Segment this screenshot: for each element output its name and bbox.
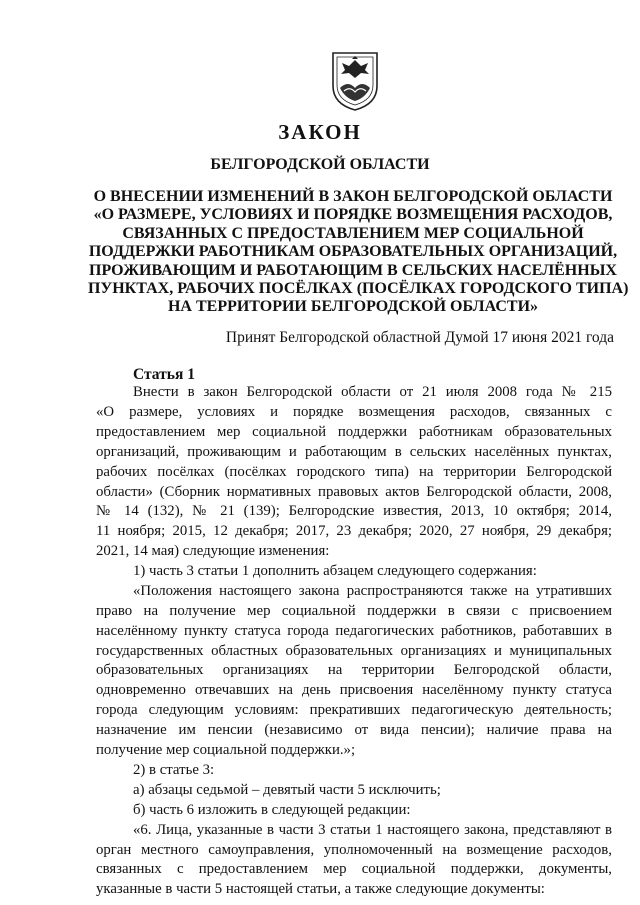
body-line: а) абзацы седьмой – девятый части 5 исключить; xyxy=(133,782,441,798)
body-line: рабочих посёлках (посёлках городского типа) на территории Белгородской xyxy=(96,464,612,480)
body-line: населённому пункту статуса города педагогических работников, работавших в xyxy=(96,623,612,639)
body-line: б) часть 6 изложить в следующей редакции: xyxy=(133,802,411,818)
body-line: «Положения настоящего закона распространяются также на утративших xyxy=(133,583,612,599)
body-line: право на получение мер социальной поддержки в связи с присвоением xyxy=(96,603,612,619)
body-line: образовательных организациях на территории Белгородской области, xyxy=(96,662,612,678)
law-heading xyxy=(88,188,629,317)
coat-of-arms-emblem xyxy=(330,50,380,112)
body-line: 11 ноября; 2015, 12 декабря; 2017, 23 декабря; 2020, 27 ноября, 29 декабря; xyxy=(96,523,612,539)
heading-line: ПУНКТАХ, РАБОЧИХ ПОСЁЛКАХ (ПОСЁЛКАХ ГОРОДСКОГО ТИПА) xyxy=(88,280,629,298)
body-line: организаций, проживающим и работающим в сельских населённых пунктах, xyxy=(96,444,612,460)
heading-line: НА ТЕРРИТОРИИ БЕЛГОРОДСКОЙ ОБЛАСТИ» xyxy=(167,298,539,316)
body-line: города следующим условиям: прекративших педагогическую деятельность; xyxy=(96,702,612,718)
body-line: 2) в статье 3: xyxy=(133,762,215,778)
article-title: Статья 1 xyxy=(133,366,195,383)
body-line: № 14 (132), № 21 (139); Белгородские известия, 2013, 10 октября; 2014, xyxy=(96,503,612,519)
body-line: «О размере, условиях и порядке возмещения расходов, связанных с xyxy=(96,404,612,420)
body-line: орган местного самоуправления, уполномоченный на возмещение расходов, xyxy=(96,842,612,858)
body-line: 2021, 14 мая) следующие изменения: xyxy=(96,543,330,559)
body-line: одновременно отвечавших на день присвоения населённому пункту статуса xyxy=(96,682,612,698)
region-title: БЕЛГОРОДСКОЙ ОБЛАСТИ xyxy=(210,156,430,173)
body-line: «6. Лица, указанные в части 3 статьи 1 настоящего закона, представляют в xyxy=(133,822,612,838)
body-line: связанных с предоставлением мер социальной поддержки, документы, xyxy=(96,861,612,877)
heading-line: ПОДДЕРЖКИ РАБОТНИКАМ ОБРАЗОВАТЕЛЬНЫХ ОРГАНИЗАЦИЙ, xyxy=(88,243,618,261)
body-line: государственных областных образовательных организациях и муниципальных xyxy=(96,643,612,659)
heading-line: ПРОЖИВАЮЩИМ И РАБОТАЮЩИМ В СЕЛЬСКИХ НАСЕЛЁННЫХ xyxy=(89,261,617,279)
body-line: 1) часть 3 статьи 1 дополнить абзацем следующего содержания: xyxy=(133,563,537,579)
heading-line: О ВНЕСЕНИИ ИЗМЕНЕНИЙ В ЗАКОН БЕЛГОРОДСКОЙ ОБЛАСТИ xyxy=(93,188,613,205)
body-line: назначение им пенсии (независимо от вида пенсии); наличие права на xyxy=(96,722,612,738)
body-line: Внести в закон Белгородской области от 21 июля 2008 года № 215 xyxy=(133,384,612,400)
adoption-note: Принят Белгородской областной Думой 17 июня 2021 года xyxy=(225,329,614,346)
body-line: указанные в части 5 настоящей статьи, а также следующие документы: xyxy=(96,881,545,897)
body-line: области» (Сборник нормативных правовых актов Белгородской области, 2008, xyxy=(96,484,612,500)
document-type-title: ЗАКОН xyxy=(278,120,362,144)
body-line: получение мер социальной поддержки.»; xyxy=(96,742,356,758)
body-line: предоставлением мер социальной поддержки работникам образовательных xyxy=(96,424,612,440)
heading-line: «О РАЗМЕРЕ, УСЛОВИЯХ И ПОРЯДКЕ ВОЗМЕЩЕНИЯ РАСХОДОВ, xyxy=(93,206,613,224)
heading-line: СВЯЗАННЫХ С ПРЕДОСТАВЛЕНИЕМ МЕР СОЦИАЛЬНОЙ xyxy=(122,224,584,242)
